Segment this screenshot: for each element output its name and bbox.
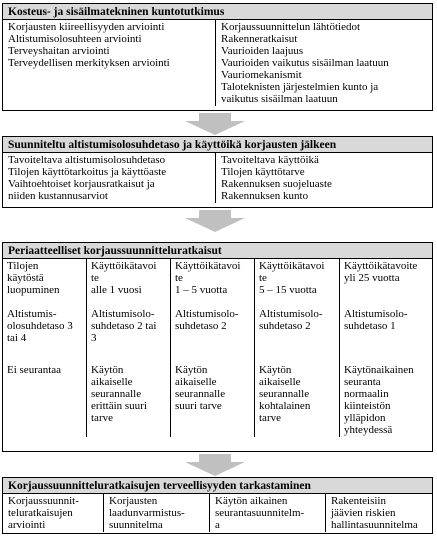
list-item: Vaurioiden laajuus [221, 45, 304, 57]
column-heading-line: käytöstä [7, 272, 44, 284]
monitoring-line: Käytön [91, 364, 124, 376]
exposure-level-line: suhdetaso 1 [344, 320, 396, 332]
check-item [209, 494, 325, 532]
column-heading [259, 260, 335, 308]
monitoring-need [259, 364, 335, 424]
monitoring-line: seurannalle [175, 388, 226, 400]
solution-column [86, 259, 170, 437]
check-item [325, 494, 432, 532]
section-health-check [2, 477, 433, 534]
flow-arrow-down-icon [185, 454, 245, 476]
monitoring-line: Käytön [175, 364, 208, 376]
column-heading-line: te [259, 272, 267, 284]
flow-arrow-down-icon [185, 210, 245, 232]
monitoring-line: aikaiselle [91, 376, 133, 388]
monitoring-line: seuranta [344, 376, 381, 388]
monitoring-line: yhteydessä [344, 424, 393, 436]
exposure-level-line: tai 4 [7, 332, 27, 344]
column-heading [175, 260, 250, 308]
monitoring-line: aikaiselle [175, 376, 217, 388]
check-item-line: Käytön aikainen [215, 495, 288, 507]
section-title: Periaatteelliset korjaussuunnitteluratkaisut [3, 243, 432, 259]
list-item: Tilojen käyttötarve [221, 166, 305, 178]
list-item: Rakennuksen suojeluaste [221, 178, 332, 190]
check-item-line: seurantasuunnitelm- [215, 507, 305, 519]
monitoring-line: tarve [259, 412, 281, 424]
exposure-level-line: olosuhdetaso 3 [7, 320, 73, 332]
list-item: Vauriomekanismit [221, 69, 302, 81]
section-planned-exposure-level [2, 136, 433, 208]
solution-column [170, 259, 254, 437]
column-heading-line: Käyttöikätavoi [259, 260, 325, 272]
monitoring-line: kiinteistön [344, 400, 391, 412]
solution-column [254, 259, 339, 437]
check-item-line: a [215, 519, 220, 531]
exposure-level-line: suhdetaso 2 [175, 320, 227, 332]
exposure-level-line: suhdetaso 2 tai [91, 320, 157, 332]
list-item: Korjausten kiireellisyyden arviointi [8, 21, 165, 33]
exposure-level-line: Altistumis- [7, 308, 57, 320]
exposure-level [344, 308, 428, 364]
column-heading-line: 5 – 15 vuotta [259, 284, 317, 296]
monitoring-need [91, 364, 166, 424]
exposure-level [7, 308, 82, 364]
exposure-level [259, 308, 335, 364]
flow-arrow-down-icon [185, 113, 245, 135]
survey-left-column [3, 20, 215, 106]
section-title: Kosteus- ja sisäilmatekninen kuntotutkimus [3, 4, 432, 20]
list-item: Altistumisolosuhteen arviointi [8, 33, 142, 45]
exposure-level-line: suhdetaso 2 [259, 320, 311, 332]
list-item: Tavoiteltava käyttöikä [221, 154, 319, 166]
list-item: Rakenneratkaisut [221, 33, 298, 45]
monitoring-line: Käytön [259, 364, 292, 376]
list-item: Tilojen käyttötarkoitus ja käyttöaste [8, 166, 167, 178]
monitoring-line: tarve [91, 412, 113, 424]
column-heading-line: Tilojen [7, 260, 39, 272]
column-heading-line: Käyttöikätavoi [91, 260, 157, 272]
list-item: Korjaussuunnittelun lähtötiedot [221, 21, 361, 33]
exposure-level-line: Altistumisolo- [175, 308, 239, 320]
column-heading-line: te [91, 272, 99, 284]
list-item: Vaurioiden vaikutus sisäilman laatuun [221, 57, 389, 69]
exposure-level-line: Altistumisolo- [259, 308, 323, 320]
section-title: Korjaussuunnitteluratkaisujen terveellisyyden tarkastaminen [3, 478, 432, 494]
solution-column [339, 259, 432, 437]
planned-left-column [3, 153, 215, 203]
check-item-line: Rakenteisiin [331, 495, 386, 507]
check-item-line: suunnitelma [109, 519, 163, 531]
exposure-level-line: Altistumisolo- [344, 308, 408, 320]
check-item [3, 494, 103, 532]
column-heading-line: te [175, 272, 183, 284]
check-item [103, 494, 209, 532]
planned-right-column [215, 153, 432, 203]
exposure-level [91, 308, 166, 364]
solution-column [3, 259, 86, 437]
list-item: Tavoiteltava altistumisolosuhdetaso [8, 154, 166, 166]
monitoring-line: Ei seurantaa [7, 364, 62, 376]
section-repair-design-solutions [2, 242, 433, 452]
list-item: vaikutus sisäilman laatuun [221, 93, 338, 105]
monitoring-line: ylläpidon [344, 412, 386, 424]
list-item: Taloteknisten järjestelmien kunto ja [221, 81, 379, 93]
monitoring-line: normaalin [344, 388, 389, 400]
exposure-level-line: 3 [91, 332, 97, 344]
column-heading [344, 260, 428, 308]
column-heading-line: luopuminen [7, 284, 60, 296]
monitoring-need [344, 364, 428, 436]
monitoring-line: seurannalle [259, 388, 310, 400]
check-item-line: teluratkaisujen [8, 507, 73, 519]
monitoring-line: aikaiselle [259, 376, 301, 388]
check-item-line: hallintasuunnitelma [331, 519, 418, 531]
column-heading-line: yli 25 vuotta [344, 272, 400, 284]
monitoring-need [175, 364, 250, 412]
monitoring-line: suuri tarve [175, 400, 222, 412]
column-heading [91, 260, 166, 308]
exposure-level-line: Altistumisolo- [91, 308, 155, 320]
check-item-line: Korjaussuunnit- [8, 495, 79, 507]
list-item: Vaihtoehtoiset korjausratkaisut ja [8, 178, 155, 190]
check-item-line: laadunvarmistus- [109, 507, 185, 519]
monitoring-line: Käytönaikainen [344, 364, 414, 376]
list-item: Terveydellisen merkityksen arviointi [8, 57, 170, 69]
monitoring-line: erittäin suuri [91, 400, 147, 412]
monitoring-line: seurannalle [91, 388, 142, 400]
monitoring-line: kohtalainen [259, 400, 311, 412]
column-heading-line: Käyttöikätavoite [344, 260, 418, 272]
exposure-level [175, 308, 250, 364]
column-heading-line: alle 1 vuosi [91, 284, 142, 296]
survey-right-column [215, 20, 432, 106]
section-condition-survey [2, 3, 433, 111]
check-item-line: arviointi [8, 519, 46, 531]
column-heading-line: Käyttöikätavoi [175, 260, 241, 272]
column-heading-line: 1 – 5 vuotta [175, 284, 228, 296]
check-item-line: jäävien riskien [331, 507, 396, 519]
check-item-line: Korjausten [109, 495, 158, 507]
section-title: Suunniteltu altistumisolosuhdetaso ja käyttöikä korjausten jälkeen [3, 137, 432, 153]
monitoring-need [7, 364, 82, 376]
list-item: Terveyshaitan arviointi [8, 45, 110, 57]
list-item: niiden kustannusarviot [8, 190, 108, 202]
column-heading [7, 260, 82, 308]
list-item: Rakennuksen kunto [221, 190, 309, 202]
